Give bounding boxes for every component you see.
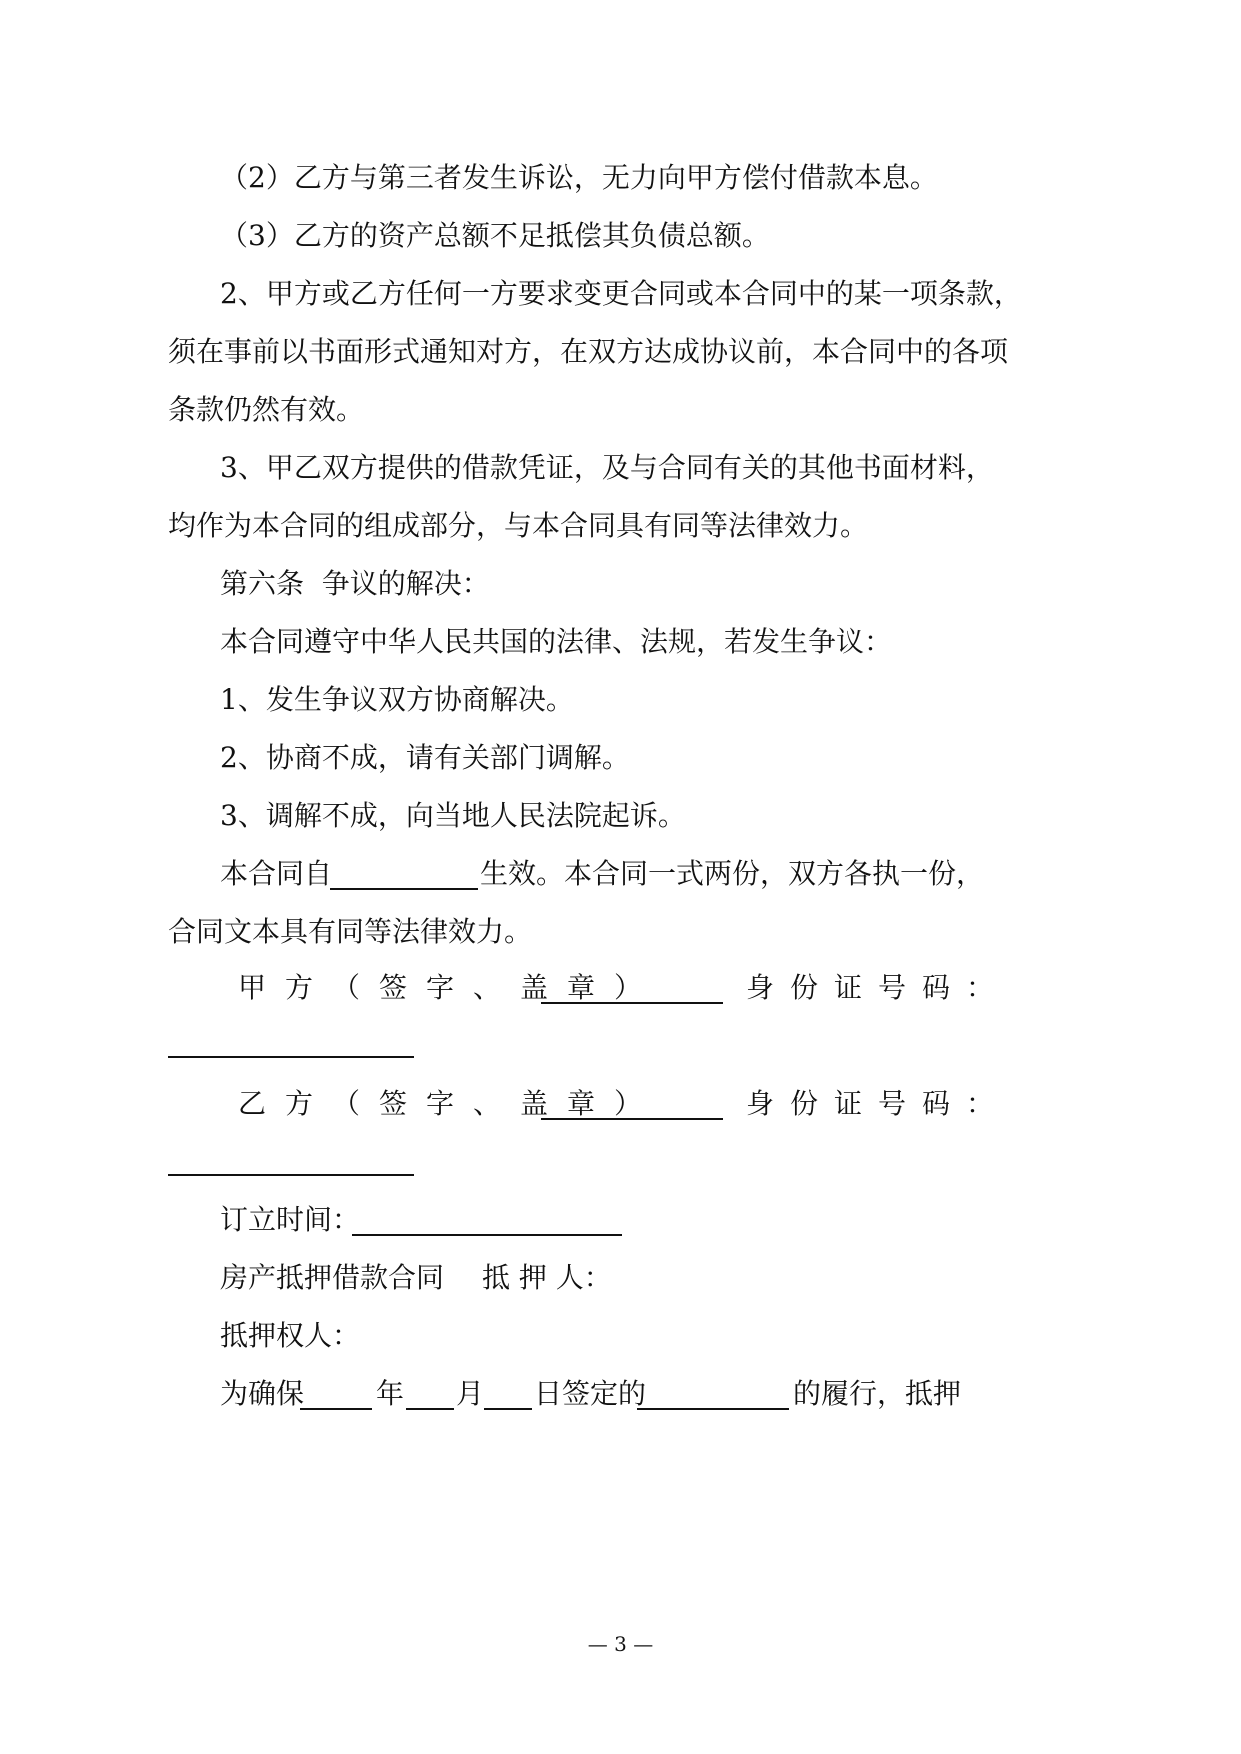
contract-name-blank[interactable]: [637, 1378, 789, 1410]
party-a-signature-blank[interactable]: [541, 972, 723, 1004]
month-blank[interactable]: [406, 1378, 454, 1410]
page-number: — 3 —: [587, 1632, 654, 1656]
year-blank[interactable]: [300, 1378, 372, 1410]
party-b-signature-blank[interactable]: [541, 1088, 723, 1120]
party-a-id-blank[interactable]: [168, 1026, 414, 1058]
party-b-id-blank[interactable]: [168, 1144, 414, 1176]
effective-date-blank[interactable]: [330, 858, 478, 890]
document-page: （2）乙方与第三者发生诉讼，无力向甲方偿付借款本息。 （3）乙方的资产总额不足抵偿其负债总额。 2、甲方或乙方任何一方要求变更合同或本合同中的某一项条款， 须在事前以书面形式通知对方，在双方达成协议前，本合同中的各项 条款仍然有效。 3、甲乙双方提供的借款凭证，及与合同有关的其他书面材料， 均作为本合同的组成部分，与本合同具有同等法律效力。 第六条 争议的解决： 本合同遵守中华人民共国的法律、法规，若发生争议： 1、发生争议双方协商解决。 2、协商不成，请有关部门调解。 3、调解不成，向当地人民法院起诉。 本合同自 生效。本合同一式两份，双方各执一份， 合同文本具有同等法律效力。 甲方（签字、盖章） 身份证号码： 乙方（签字、盖章） 身份证号码： 订立时间： 房产抵押借款合同 抵 押 人： 抵押权人： 为确保 年 月 日签定的 的履行，抵押 — 3 —: [0, 0, 1241, 1754]
day-blank[interactable]: [484, 1378, 532, 1410]
signing-time-blank[interactable]: [352, 1204, 622, 1236]
